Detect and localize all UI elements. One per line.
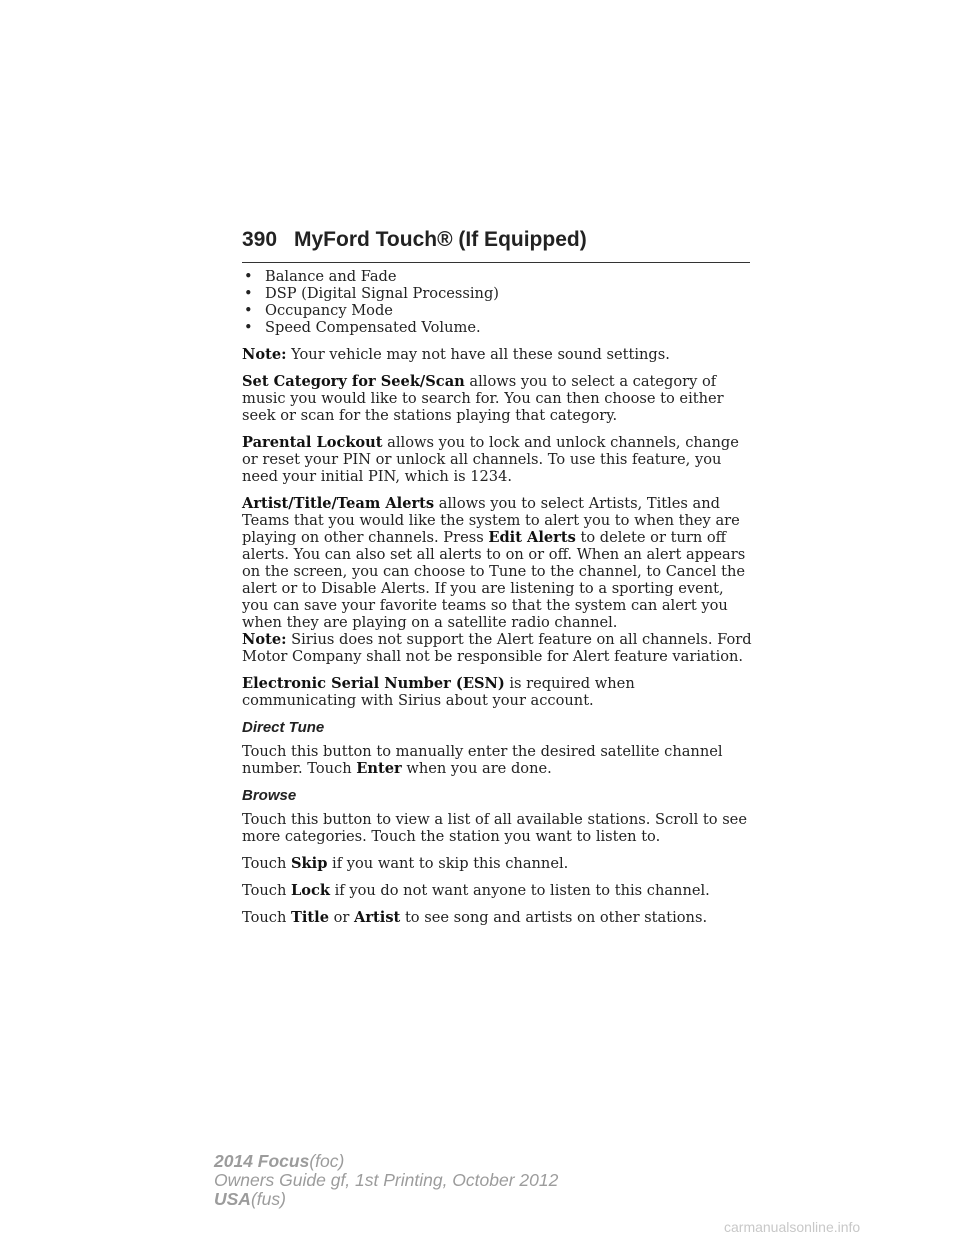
sound-settings-note: Note: Your vehicle may not have all these sound settings. [242,346,670,363]
title-artist-paragraph: Touch Title or Artist to see song and artists on other stations. [242,909,708,926]
direct-tune-paragraph: Touch this button to manually enter the desired satellite channel number. Touch Enter when you are done. [242,743,723,777]
esn-paragraph: Electronic Serial Number (ESN) is required when communicating with Sirius about your account. [242,675,635,709]
list-item: • DSP (Digital Signal Processing) [244,285,499,302]
footer-line-market: USA(fus) [214,1189,286,1209]
page-footer [214,1152,558,1209]
sound-settings-list [242,268,752,336]
direct-tune-heading: Direct Tune [242,719,325,736]
footer-line-guide: Owners Guide gf, 1st Printing, October 2012 [214,1170,559,1190]
browse-heading: Browse [242,787,297,804]
list-item: • Occupancy Mode [244,302,393,319]
page-header [242,226,750,263]
seek-scan-paragraph: Set Category for Seek/Scan allows you to select a category of music you would like to search for. You can then choose to either seek or scan for the stations playing that category. [242,373,724,424]
bullet-icon: • [244,302,253,319]
list-item: • Speed Compensated Volume. [244,319,481,336]
bullet-icon: • [244,285,253,302]
page-content [242,268,752,936]
list-item: • Balance and Fade [244,268,397,285]
section-title: MyFord Touch® (If Equipped) [294,228,587,251]
bullet-icon: • [244,268,253,285]
lock-paragraph: Touch Lock if you do not want anyone to listen to this channel. [242,882,710,899]
browse-paragraph: Touch this button to view a list of all available stations. Scroll to see more categories. Touch the station you want to listen to. [242,811,747,845]
page-number: 390 [242,228,278,251]
parental-lockout-paragraph: Parental Lockout allows you to lock and unlock channels, change or reset your PIN or unlock all channels. To use this feature, you need your initial PIN, which is 1234. [242,434,739,485]
bullet-icon: • [244,319,253,336]
skip-paragraph: Touch Skip if you want to skip this channel. [242,855,569,872]
footer-line-model: 2014 Focus(foc) [214,1151,345,1171]
watermark: carmanualsonline.info [724,1219,861,1235]
alerts-paragraph: Artist/Title/Team Alerts allows you to select Artists, Titles and Teams that you would like the system to alert you to when they are playing on other channels. Press Edit Alerts to delete or turn off alerts. You can also set all alerts to on or off. When an alert appears on the screen, you can choose to Tune to the channel, to Cancel the alert or to Disable Alerts. If you are listening to a sporting event, you can save your favorite teams so that the system can alert you when they are playing on a satellite radio channel. Note: Sirius does not support the Alert feature on all channels. Ford Motor Company shall not be responsible for Alert feature variation. [242,495,752,665]
